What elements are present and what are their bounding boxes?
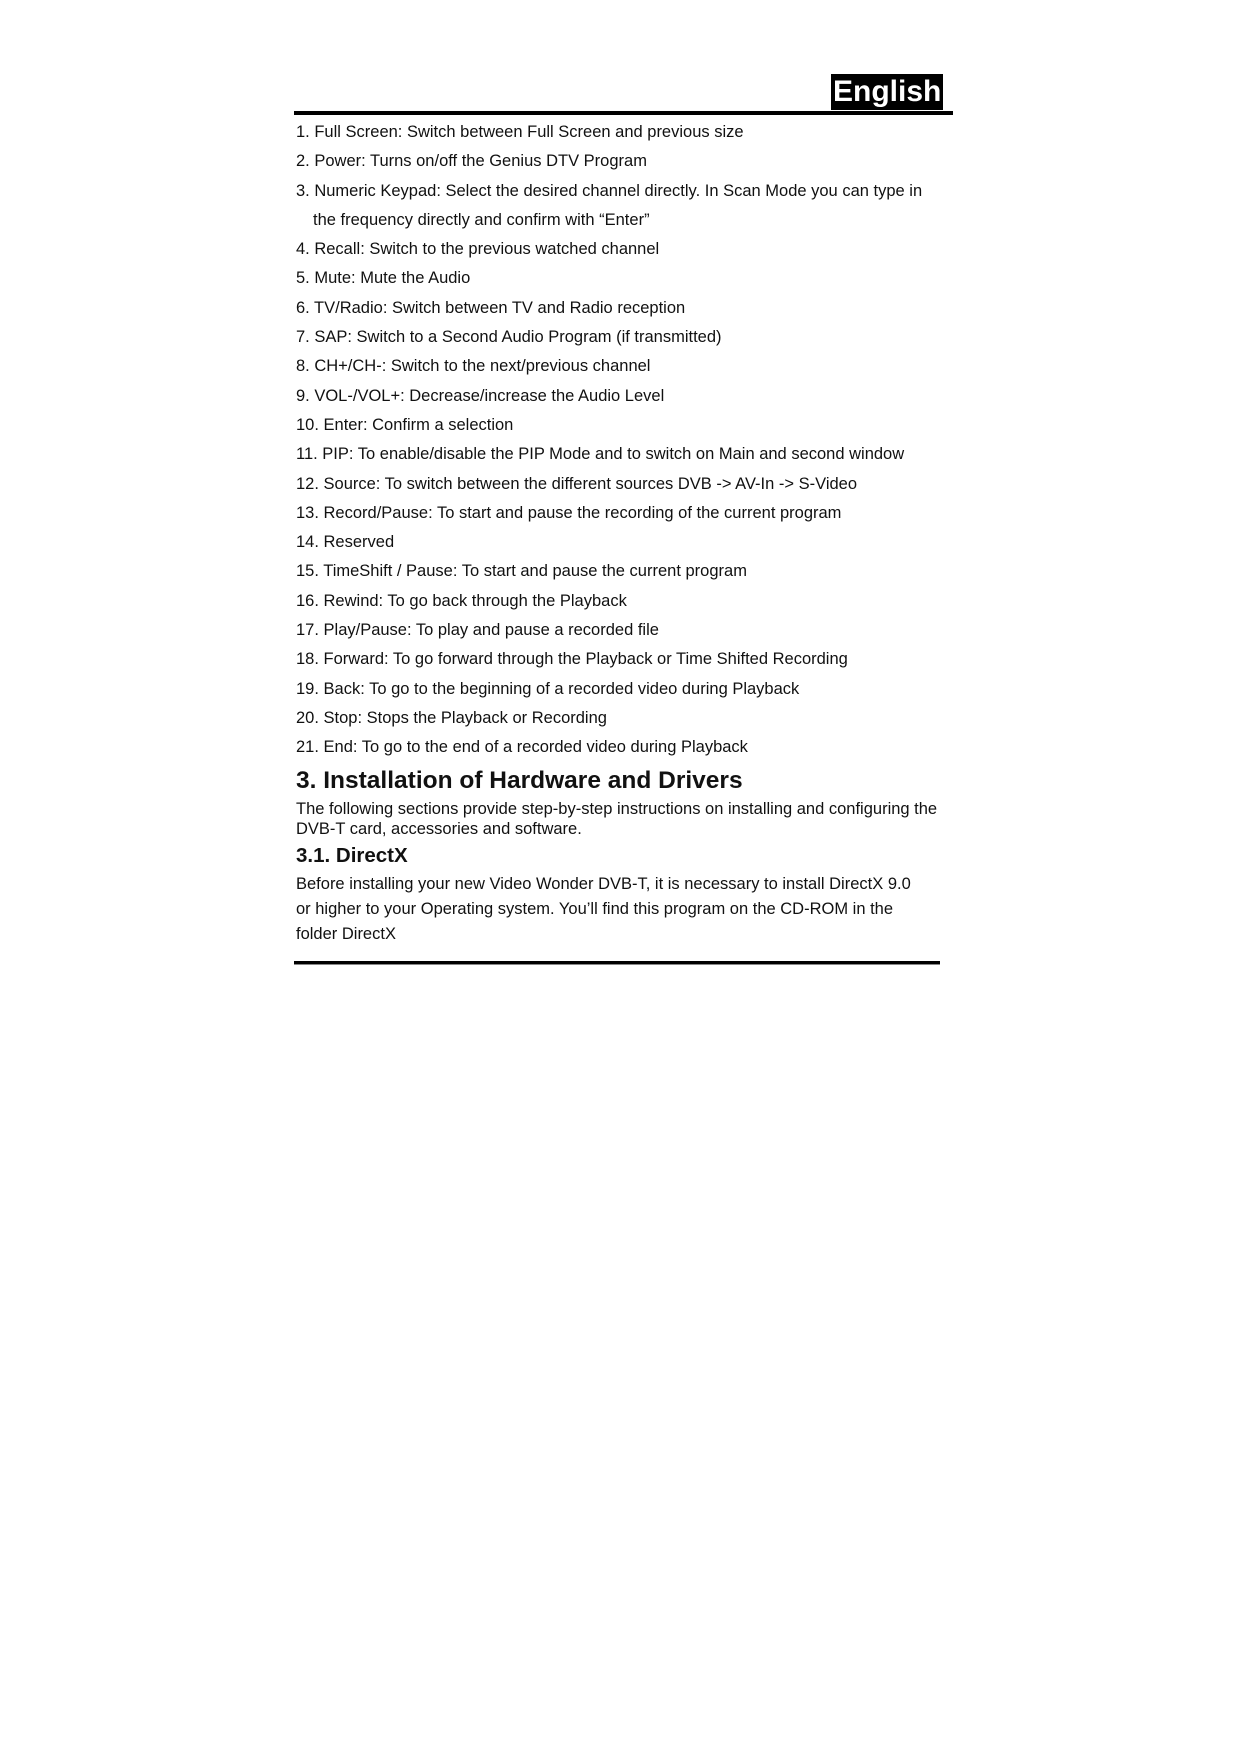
language-label: English [833,75,942,108]
paragraph-line: Before installing your new Video Wonder DVB-T, it is necessary to install DirectX 9.0 [296,874,911,893]
list-item: 4. Recall: Switch to the previous watched channel [296,240,660,259]
footer-rule [294,961,940,964]
list-item: 9. VOL-/VOL+: Decrease/increase the Audio Level [296,386,665,405]
list-item-continuation: the frequency directly and confirm with “Enter” [313,210,650,229]
list-item: 19. Back: To go to the beginning of a recorded video during Playback [296,679,800,698]
subsection-heading: 3.1. DirectX [296,843,408,867]
header-rule [294,111,953,115]
paragraph-line: folder DirectX [296,924,396,943]
list-item: 13. Record/Pause: To start and pause the recording of the current program [296,503,842,522]
section-heading: 3. Installation of Hardware and Drivers [296,766,743,794]
list-item: 17. Play/Pause: To play and pause a recorded file [296,621,659,640]
paragraph-line: or higher to your Operating system. You’ll find this program on the CD-ROM in the [296,899,894,918]
list-item: 3. Numeric Keypad: Select the desired channel directly. In Scan Mode you can type in the frequency directly and confirm with “Enter” [296,177,948,236]
list-item: 5. Mute: Mute the Audio [296,269,471,288]
list-item: 8. CH+/CH-: Switch to the next/previous channel [296,357,651,376]
list-item: 6. TV/Radio: Switch between TV and Radio reception [296,298,686,317]
list-item: 16. Rewind: To go back through the Playback [296,591,627,610]
list-item: 11. PIP: To enable/disable the PIP Mode and to switch on Main and second window [296,445,905,464]
list-item: 12. Source: To switch between the different sources DVB -> AV-In -> S-Video [296,474,858,493]
list-item: 21. End: To go to the end of a recorded video during Playback [296,738,748,757]
list-item: 1. Full Screen: Switch between Full Screen and previous size [296,123,744,141]
list-item: 15. TimeShift / Pause: To start and pause the current program [296,562,747,581]
list-item: 20. Stop: Stops the Playback or Recording [296,708,607,727]
list-item: 7. SAP: Switch to a Second Audio Program (if transmitted) [296,328,722,347]
page-content [296,118,948,947]
list-item: 10. Enter: Confirm a selection [296,415,514,434]
subsection-paragraph [296,872,948,947]
list-item: 14. Reserved [296,533,395,552]
list-item: 18. Forward: To go forward through the Playback or Time Shifted Recording [296,650,848,669]
list-item: 2. Power: Turns on/off the Genius DTV Program [296,152,647,171]
section-intro: The following sections provide step-by-step instructions on installing and configuring the DVB-T card, accessories and software. [296,799,938,838]
remote-control-function-list [296,118,948,763]
